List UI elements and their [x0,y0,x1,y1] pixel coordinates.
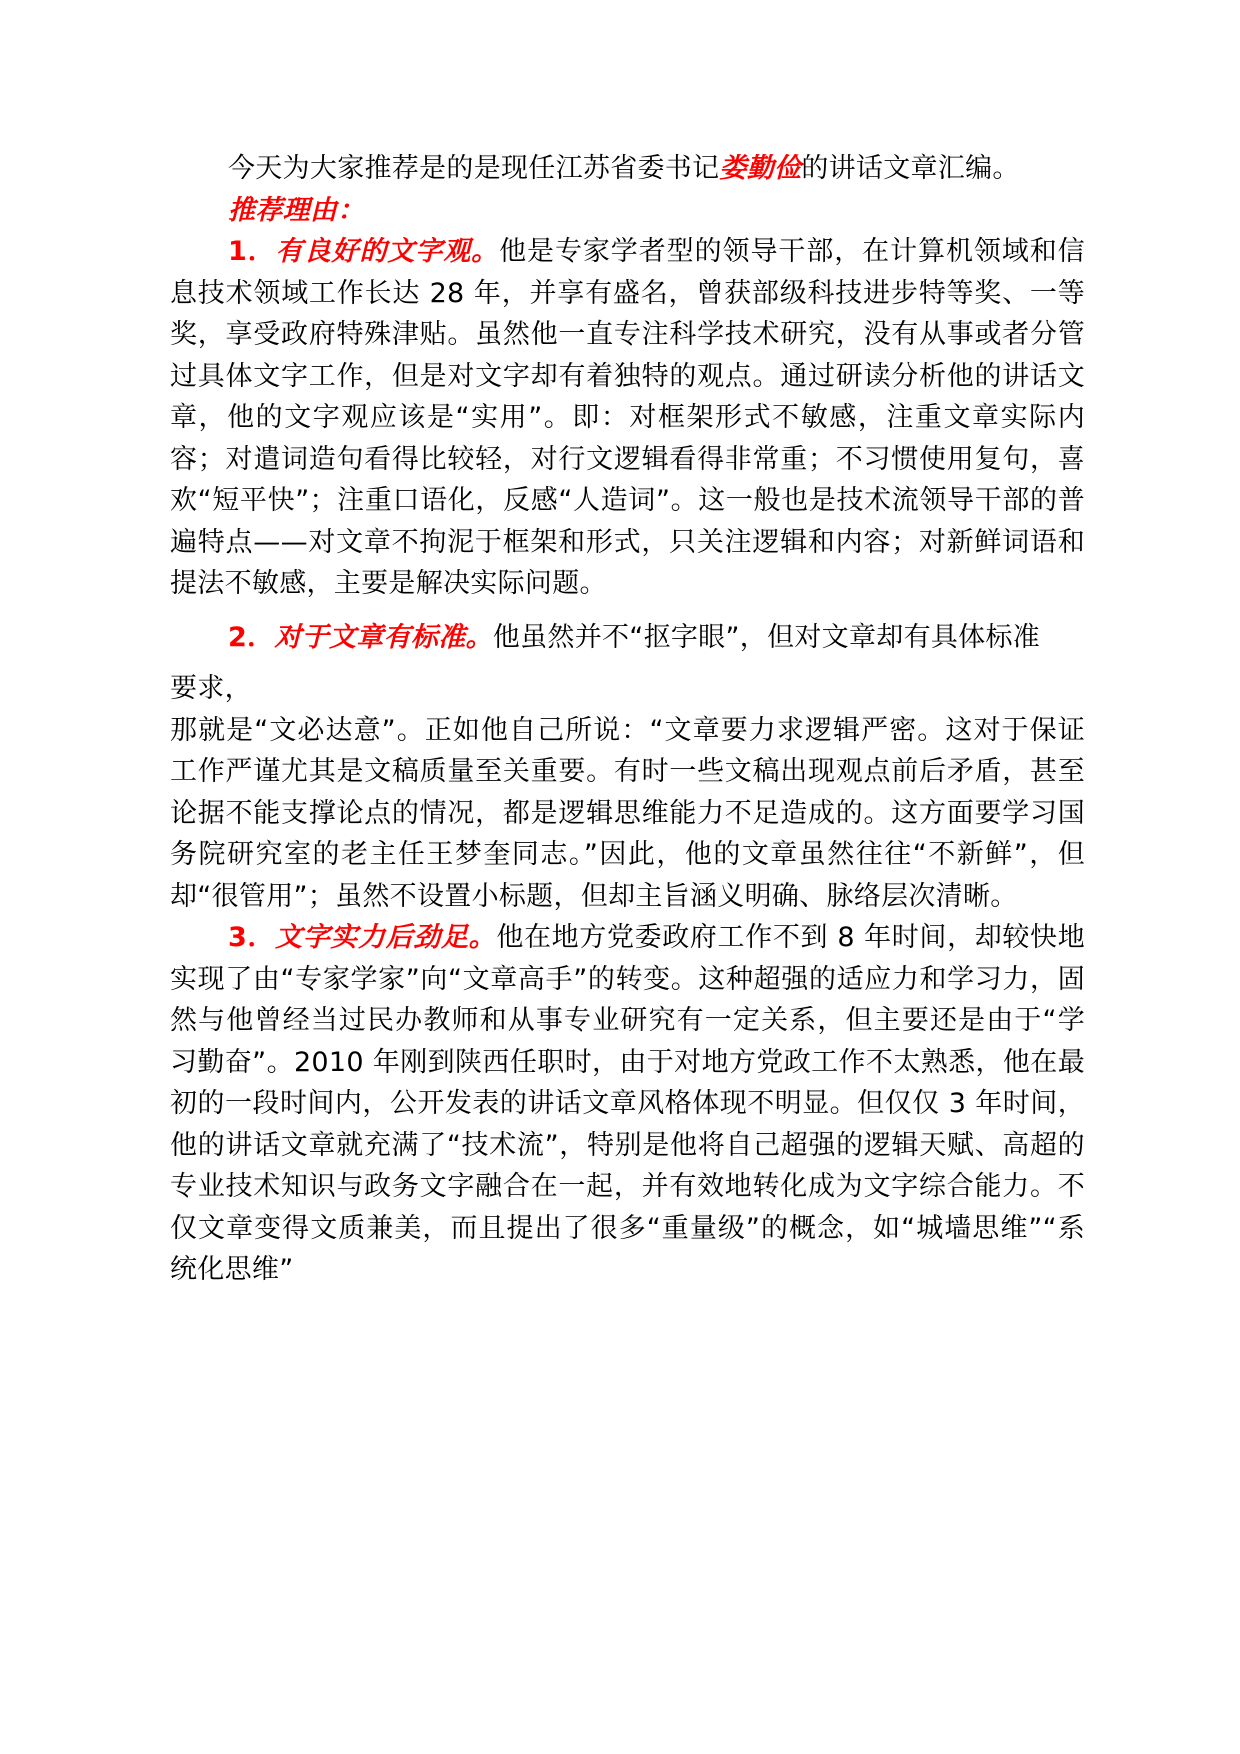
point3-number: 3． [228,922,276,953]
point2-body-line2-paragraph [170,668,1085,710]
article-body [170,148,1085,1291]
intro-before: 今天为大家推荐是的是现任江苏省委书记 [228,153,720,184]
reason-heading-paragraph [170,190,1085,232]
point2-body-line1: 他虽然并不“抠字眼”，但对文章却有具体标准 [492,621,1041,653]
point2-paragraph [170,617,1085,659]
point2-continuation-paragraph [170,710,1085,918]
reason-heading: 推荐理由： [228,194,365,226]
point1-body: 他是专家学者型的领导干部，在计算机领域和信息技术领域工作长达 28 年，并享有盛名，曾获部级科技进步特等奖、一等奖，享受政府特殊津贴。虽然他一直专注科学技术研究，没有从事或者分管过具体文字工作，但是对文字却有着独特的观点。通过研读分析他的讲话文章，他的文字观应该是“实用”。即：对框架形式不敏感，注重文章实际内容；对遣词造句看得比较轻，对行文逻辑看得非常重；不习惯使用复句，喜欢“短平快”；注重口语化，反感“人造词”。这一般也是技术流领导干部的普遍特点——对文章不拘泥于框架和形式，只关注逻辑和内容；对新鲜词语和提法不敏感，主要是解决实际问题。 [170,236,1085,599]
point1-paragraph [170,231,1085,605]
intro-paragraph [170,148,1085,190]
point3-paragraph [170,917,1085,1291]
point2-title: 对于文章有标准。 [274,621,493,653]
point3-title: 文字实力后劲足。 [275,922,497,953]
point1-number: 1． [228,236,276,267]
point3-body: 他在地方党委政府工作不到 8 年时间，却较快地实现了由“专家学家”向“文章高手”的转变。这种超强的适应力和学习力，固然与他曾经当过民办教师和从事专业研究有一定关系，但主要还是由于“学习勤奋”。2010 年刚到陕西任职时，由于对地方党政工作不太熟悉，他在最初的一段时间内，公开发表的讲话文章风格体现不明显。但仅仅 3 年时间，他的讲话文章就充满了“技术流”，特别是他将自己超强的逻辑天赋、高超的专业技术知识与政务文字融合在一起，并有效地转化成为文字综合能力。不仅文章变得文质兼美，而且提出了很多“重量级”的概念，如“城墙思维”“系统化思维” [170,922,1085,1285]
point2-body-rest: 那就是“文必达意”。正如他自己所说：“文章要力求逻辑严密。这对于保证工作严谨尤其是文稿质量至关重要。有时一些文稿出现观点前后矛盾，甚至论据不能支撑论点的情况，都是逻辑思维能力不足造成的。这方面要学习国务院研究室的老主任王梦奎同志。”因此，他的文章虽然往往“不新鲜”，但却“很管用”；虽然不设置小标题，但却主旨涵义明确、脉络层次清晰。 [170,714,1085,912]
point1-title: 有良好的文字观。 [275,236,500,267]
intro-after: 的讲话文章汇编。 [801,153,1020,184]
intro-name: 娄勤俭 [719,153,802,184]
point2-body-line2: 要求， [170,673,252,704]
point2-number: 2． [228,621,275,653]
